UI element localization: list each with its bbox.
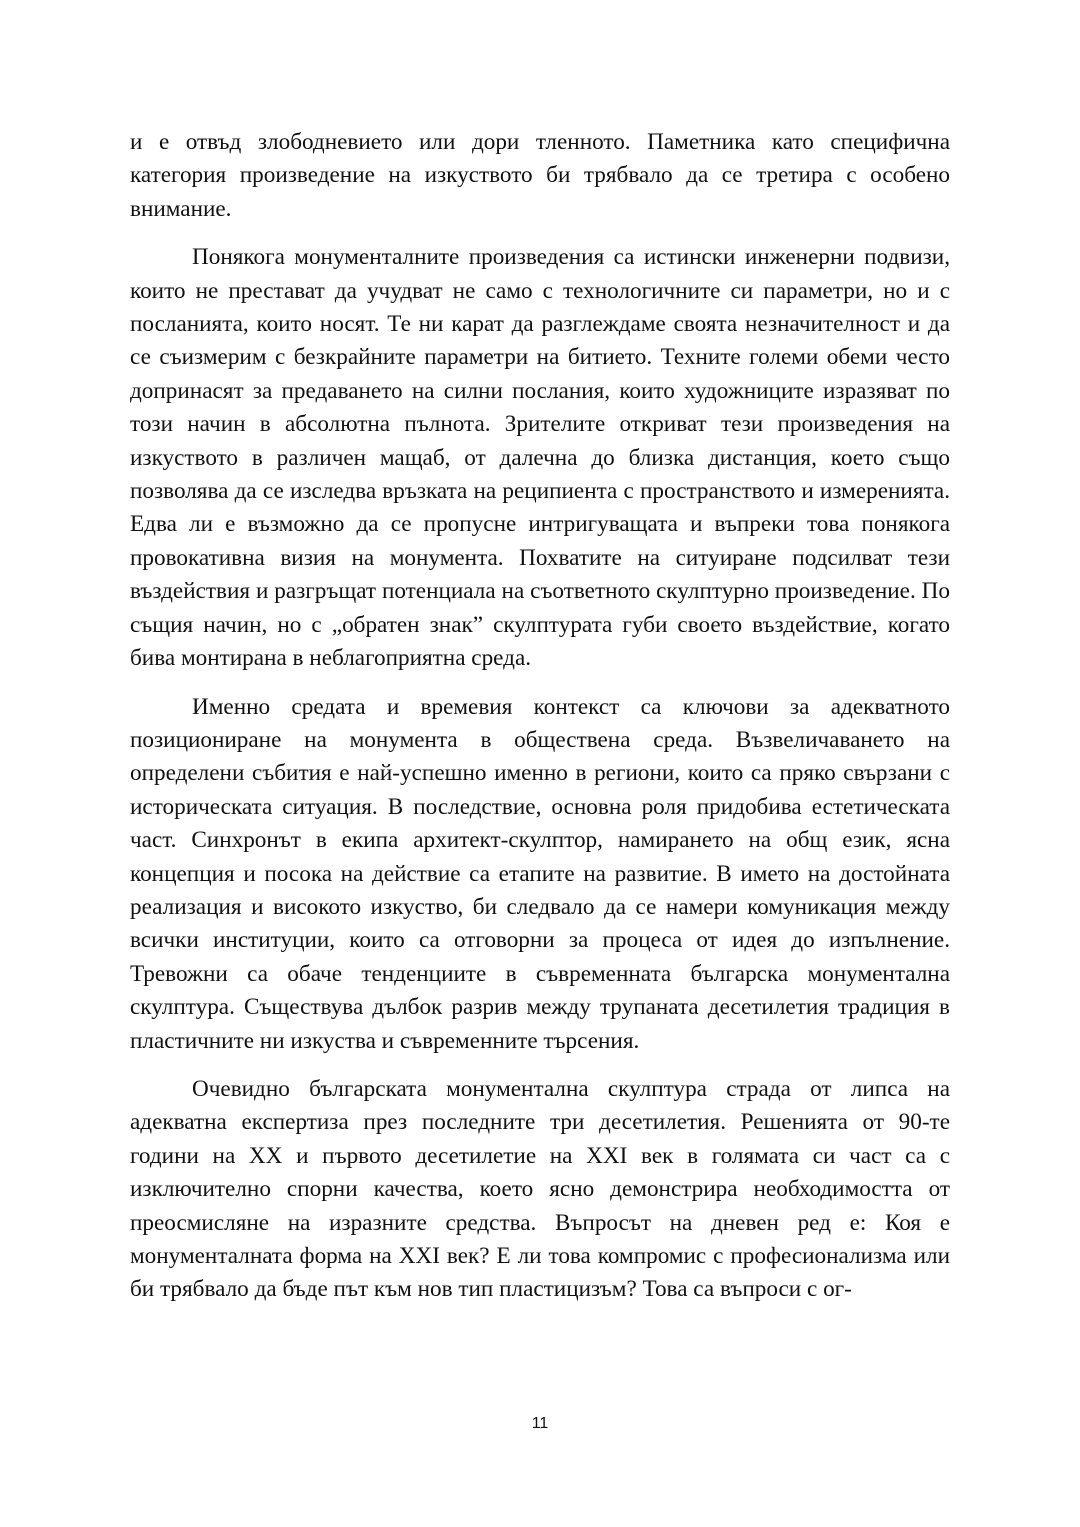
body-text: [130, 126, 950, 1322]
paragraph-environment-context: Именно средата и времевия контекст са ключови за адекватното позициониране на монумента в обществена среда. Възвеличаването на определени събития е най-успешно именно в региони, които са пряко свързани с историческата ситуация. В последствие, основна роля придобива естетическата част. Синхронът в екипа архитект-скулптор, намирането на общ език, ясна концепция и посока на действие са етапите на развитие. В името на достойната реализация и високото изкуство, би следвало да се намери комуникация между всички институции, които са отговорни за процеса от идея до изпълнение. Тревожни са обаче тенденциите в съвременната българска монументална скулптура. Съществува дълбок разрив между трупаната десетилетия традиция в пластичните ни изкуства и съвременните търсения.: [130, 693, 950, 1054]
paragraph-bulgarian-sculpture: Очевидно българската монументална скулптура страда от липса на адекватна експертиза през последните три десетилетия. Решенията от 90-те години на XX и първото десетилетие на XXI век в голямата си част са с изключително спорни качества, което ясно демонстрира необходимостта от преосмисляне на изразните средства. Въпросът на дневен ред е: Коя е монументалната форма на XXI век? Е ли това компромис с професионализма или би трябвало да бъде път към нов тип пластицизъм? Това са въпроси с ог-: [130, 1075, 950, 1303]
paragraph-monumental-works: Понякога монументалните произведения са истински инженерни подвизи, които не престават да учудват не само с технологичните си параметри, но и с посланията, които носят. Те ни карат да разглеждаме своята незначителност и да се съизмерим с безкрайните параметри на битието. Техните големи обеми често допринасят за предаването на силни послания, които художниците изразяват по този начин в абсолютна пълнота. Зрителите откриват тези произведения на изкуството в различен мащаб, от далечна до близка дистанция, което също позволява да се изследва връзката на реципиента с пространството и измеренията. Едва ли е възможно да се пропусне интригуващата и въпреки това понякога провокативна визия на монумента. Похватите на ситуиране подсилват тези въздействия и разгръщат потенциала на съответното скулптурно произведение. По същия начин, но с „обратен знак” скулптурата губи своето въздействие, когато бива монтирана в неблагоприятна среда.: [130, 244, 950, 672]
page-number: 11: [531, 1415, 549, 1432]
paragraph-continuation: и е отвъд злободневието или дори тленното. Паметника като специфична категория произведение на изкуството би трябвало да се третира с особено внимание.: [130, 129, 950, 222]
